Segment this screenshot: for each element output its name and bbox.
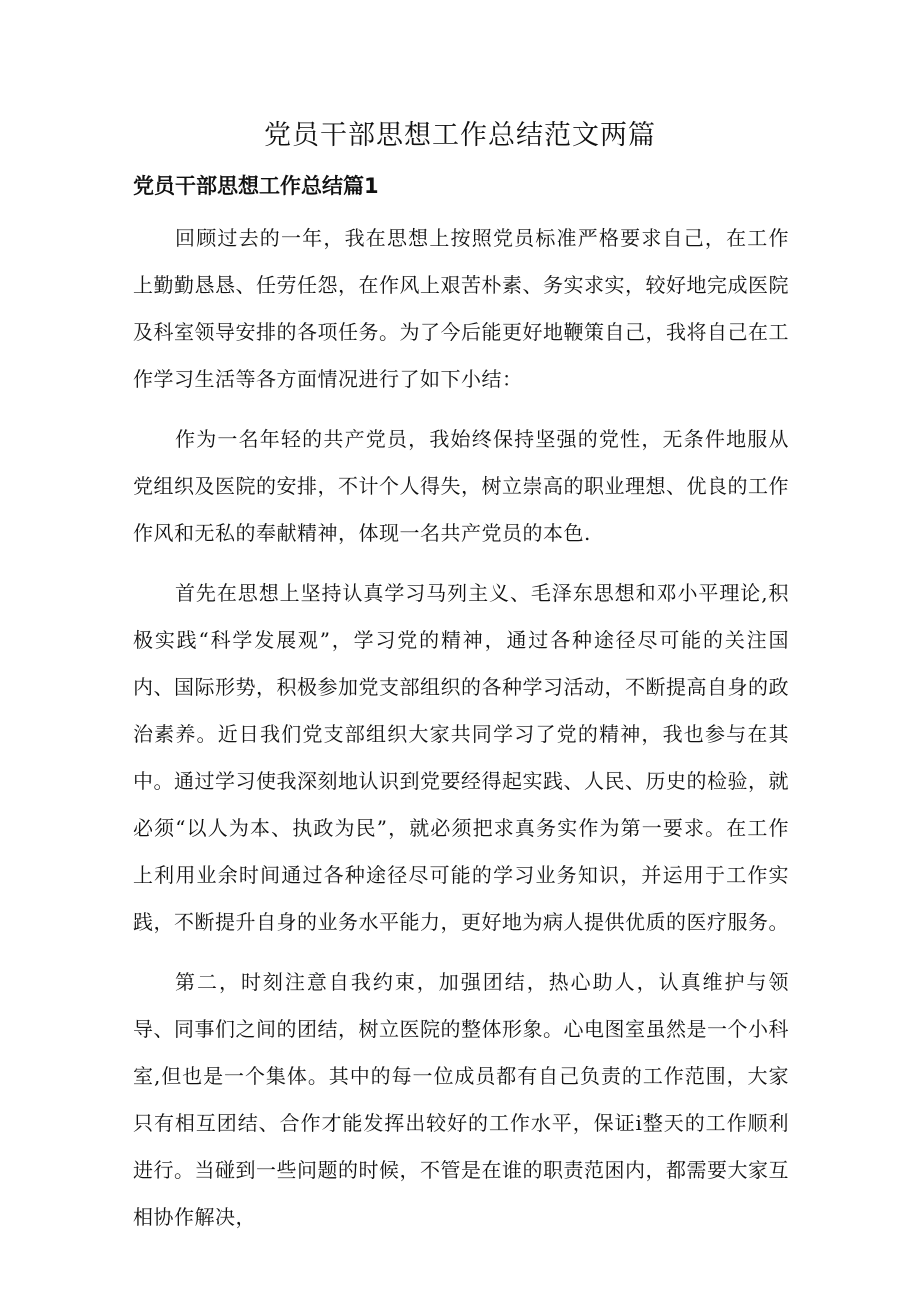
document-body [133, 215, 789, 1254]
paragraph-party-spirit: 作为一名年轻的共产党员，我始终保持坚强的党性，无条件地服从党组织及医院的安排，不计个人得失，树立崇高的职业理想、优良的工作作风和无私的奉献精神，体现一名共产党员的本色. [133, 427, 789, 545]
paragraph-second-unity: 第二，时刻注意自我约束，加强团结，热心助人，认真维护与领导、同事们之间的团结，树立医院的整体形象。心电图室虽然是一个小科室,但也是一个集体。其中的每一位成员都有自己负责的工作范围，大家只有相互团结、合作才能发挥出较好的工作水平，保证i整天的工作顺利进行。当碰到一些问题的时候，不管是在谁的职责范困内，都需要大家互相协作解决， [133, 970, 789, 1229]
paragraph-first-thought: 首先在思想上坚持认真学习马列主义、毛泽东思想和邓小平理论,积极实践“科学发展观”，学习党的精神，通过各种途径尽可能的关注国内、国际形势，积极参加党支部组织的各种学习活动，不断提高自身的政治素养。近日我们党支部组织大家共同学习了党的精神，我也参与在其中。通过学习使我深刻地认识到党要经得起实践、人民、历史的检验，就必须“以人为本、执政为民”，就必须把求真务实作为第一要求。在工作上利用业余时间通过各种途径尽可能的学习业务知识，并运用于工作实践，不断提升自身的业务水平能力，更好地为病人提供优质的医疗服务。 [133, 581, 789, 934]
document-title: 党员干部思想工作总结范文两篇 [264, 120, 656, 151]
paragraph-review: 回顾过去的一年，我在思想上按照党员标准严格要求自己，在工作上勤勤恳恳、任劳任怨，在作风上艰苦朴素、务实求实，较好地完成医院及科室领导安排的各项任务。为了今后能更好地鞭策自己，我将自己在工作学习生活等各方面情况进行了如下小结： [133, 226, 789, 391]
section-heading: 党员干部思想工作总结篇1 [133, 174, 379, 198]
